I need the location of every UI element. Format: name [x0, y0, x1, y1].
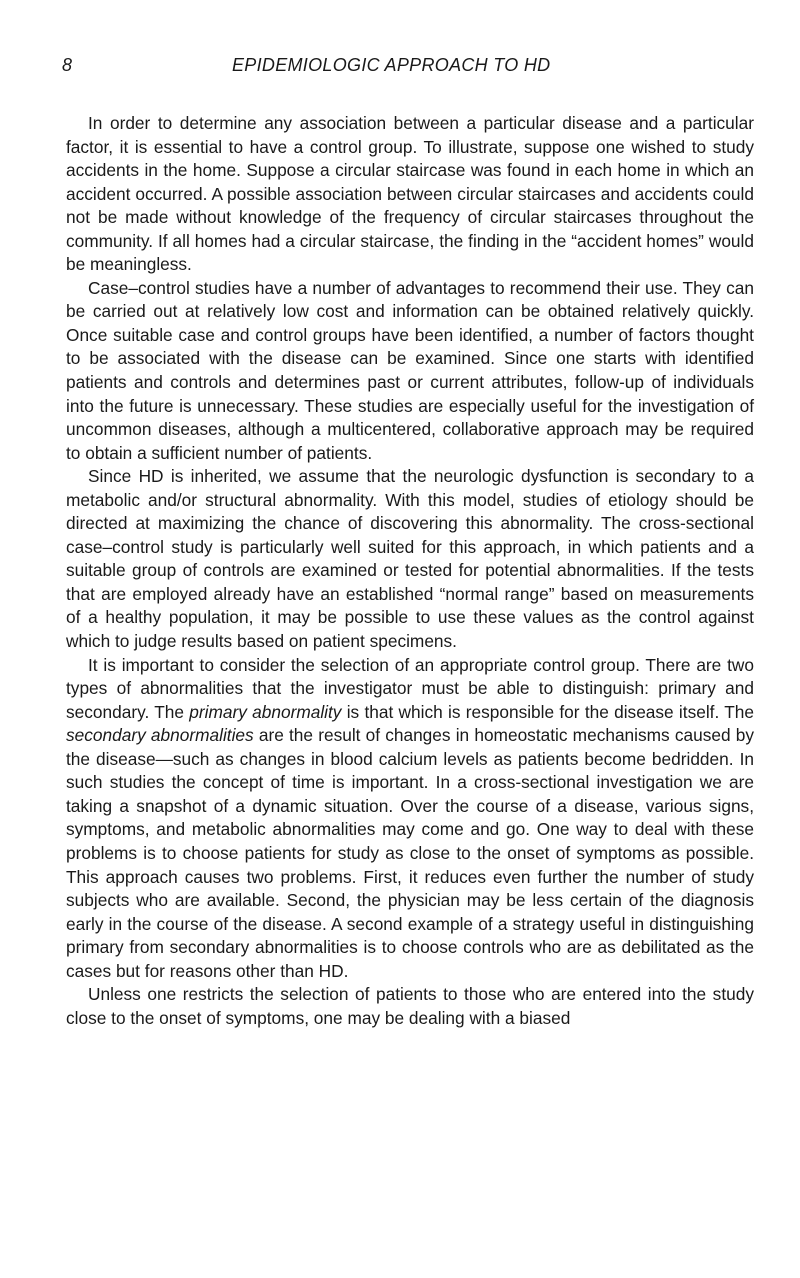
paragraph-text-segment: It is important to consider the selection of an appropriate control group. There are two types of abnormalities that the investigator must be able to distinguish: primary and secondary. The — [66, 654, 754, 722]
paragraph-text-segment: are the result of changes in homeostatic mechanisms caused by the disease—such as changes in blood calcium levels as patients become bedridden. In such studies the concept of time is important. In a cross-sectional investigation we are taking a snapshot of a dynamic situation. Over the course of a disease, various signs, symptoms, and metabolic abnormalities may come and go. One way to deal with these problems is to choose patients for study as close to the onset of symptoms as possible. This approach causes two problems. First, it reduces even further the number of study subjects who are available. Second, the physician may be less certain of the diagnosis early in the course of the disease. A second example of a strategy useful in distinguishing primary from secondary abnormalities is to choose controls who are as debilitated as the cases but for reasons other than HD. — [66, 725, 754, 981]
page-number: 8 — [62, 55, 73, 75]
page-header — [62, 55, 762, 81]
term-secondary-abnormalities: secondary abnormalities — [66, 725, 254, 746]
paragraph-case-control-advantages: Case–control studies have a number of advantages to recommend their use. They can be carried out at relatively low cost and information can be obtained relatively quickly. Once suitable case and control groups have been identified, a number of factors thought to be associated with the disease can be examined. Since one starts with identified patients and controls and determines past or current attributes, follow-up of individuals into the future is unnecessary. These studies are especially useful for the investigation of uncommon diseases, although a multicentered, collaborative approach may be required to obtain a sufficient number of patients. — [66, 277, 754, 463]
paragraph-hd-inherited: Since HD is inherited, we assume that the neurologic dysfunction is secondary to a metabolic and/or structural abnormality. With this model, studies of etiology should be directed at maximizing the chance of discovering this abnormality. The cross-sectional case–control study is particularly well suited for this approach, in which patients and a suitable group of controls are examined or tested for potential abnormalities. If the tests that are employed already have an established “normal range” based on measurements of a healthy population, it may be possible to use these values as the control against which to judge results based on patient specimens. — [66, 466, 754, 652]
paragraph-control-group: In order to determine any association between a particular disease and a particular factor, it is essential to have a control group. To illustrate, suppose one wished to study accidents in the home. Suppose a circular staircase was found in each home in which an accident occurred. A possible association between circular staircases and accidents could not be made without knowledge of the frequency of circular staircases throughout the community. If all homes had a circular staircase, the finding in the “accident homes” would be meaningless. — [66, 113, 754, 275]
body-text — [66, 112, 754, 1030]
paragraph-patient-selection: Unless one restricts the selection of patients to those who are entered into the study close to the onset of symptoms, one may be dealing with a biased — [66, 984, 754, 1028]
paragraph-control-selection — [66, 654, 754, 984]
term-primary-abnormality: primary abnormality — [189, 701, 342, 722]
running-head: EPIDEMIOLOGIC APPROACH TO HD — [232, 55, 551, 75]
paragraph-text-segment: is that which is responsible for the disease itself. The — [341, 701, 754, 722]
